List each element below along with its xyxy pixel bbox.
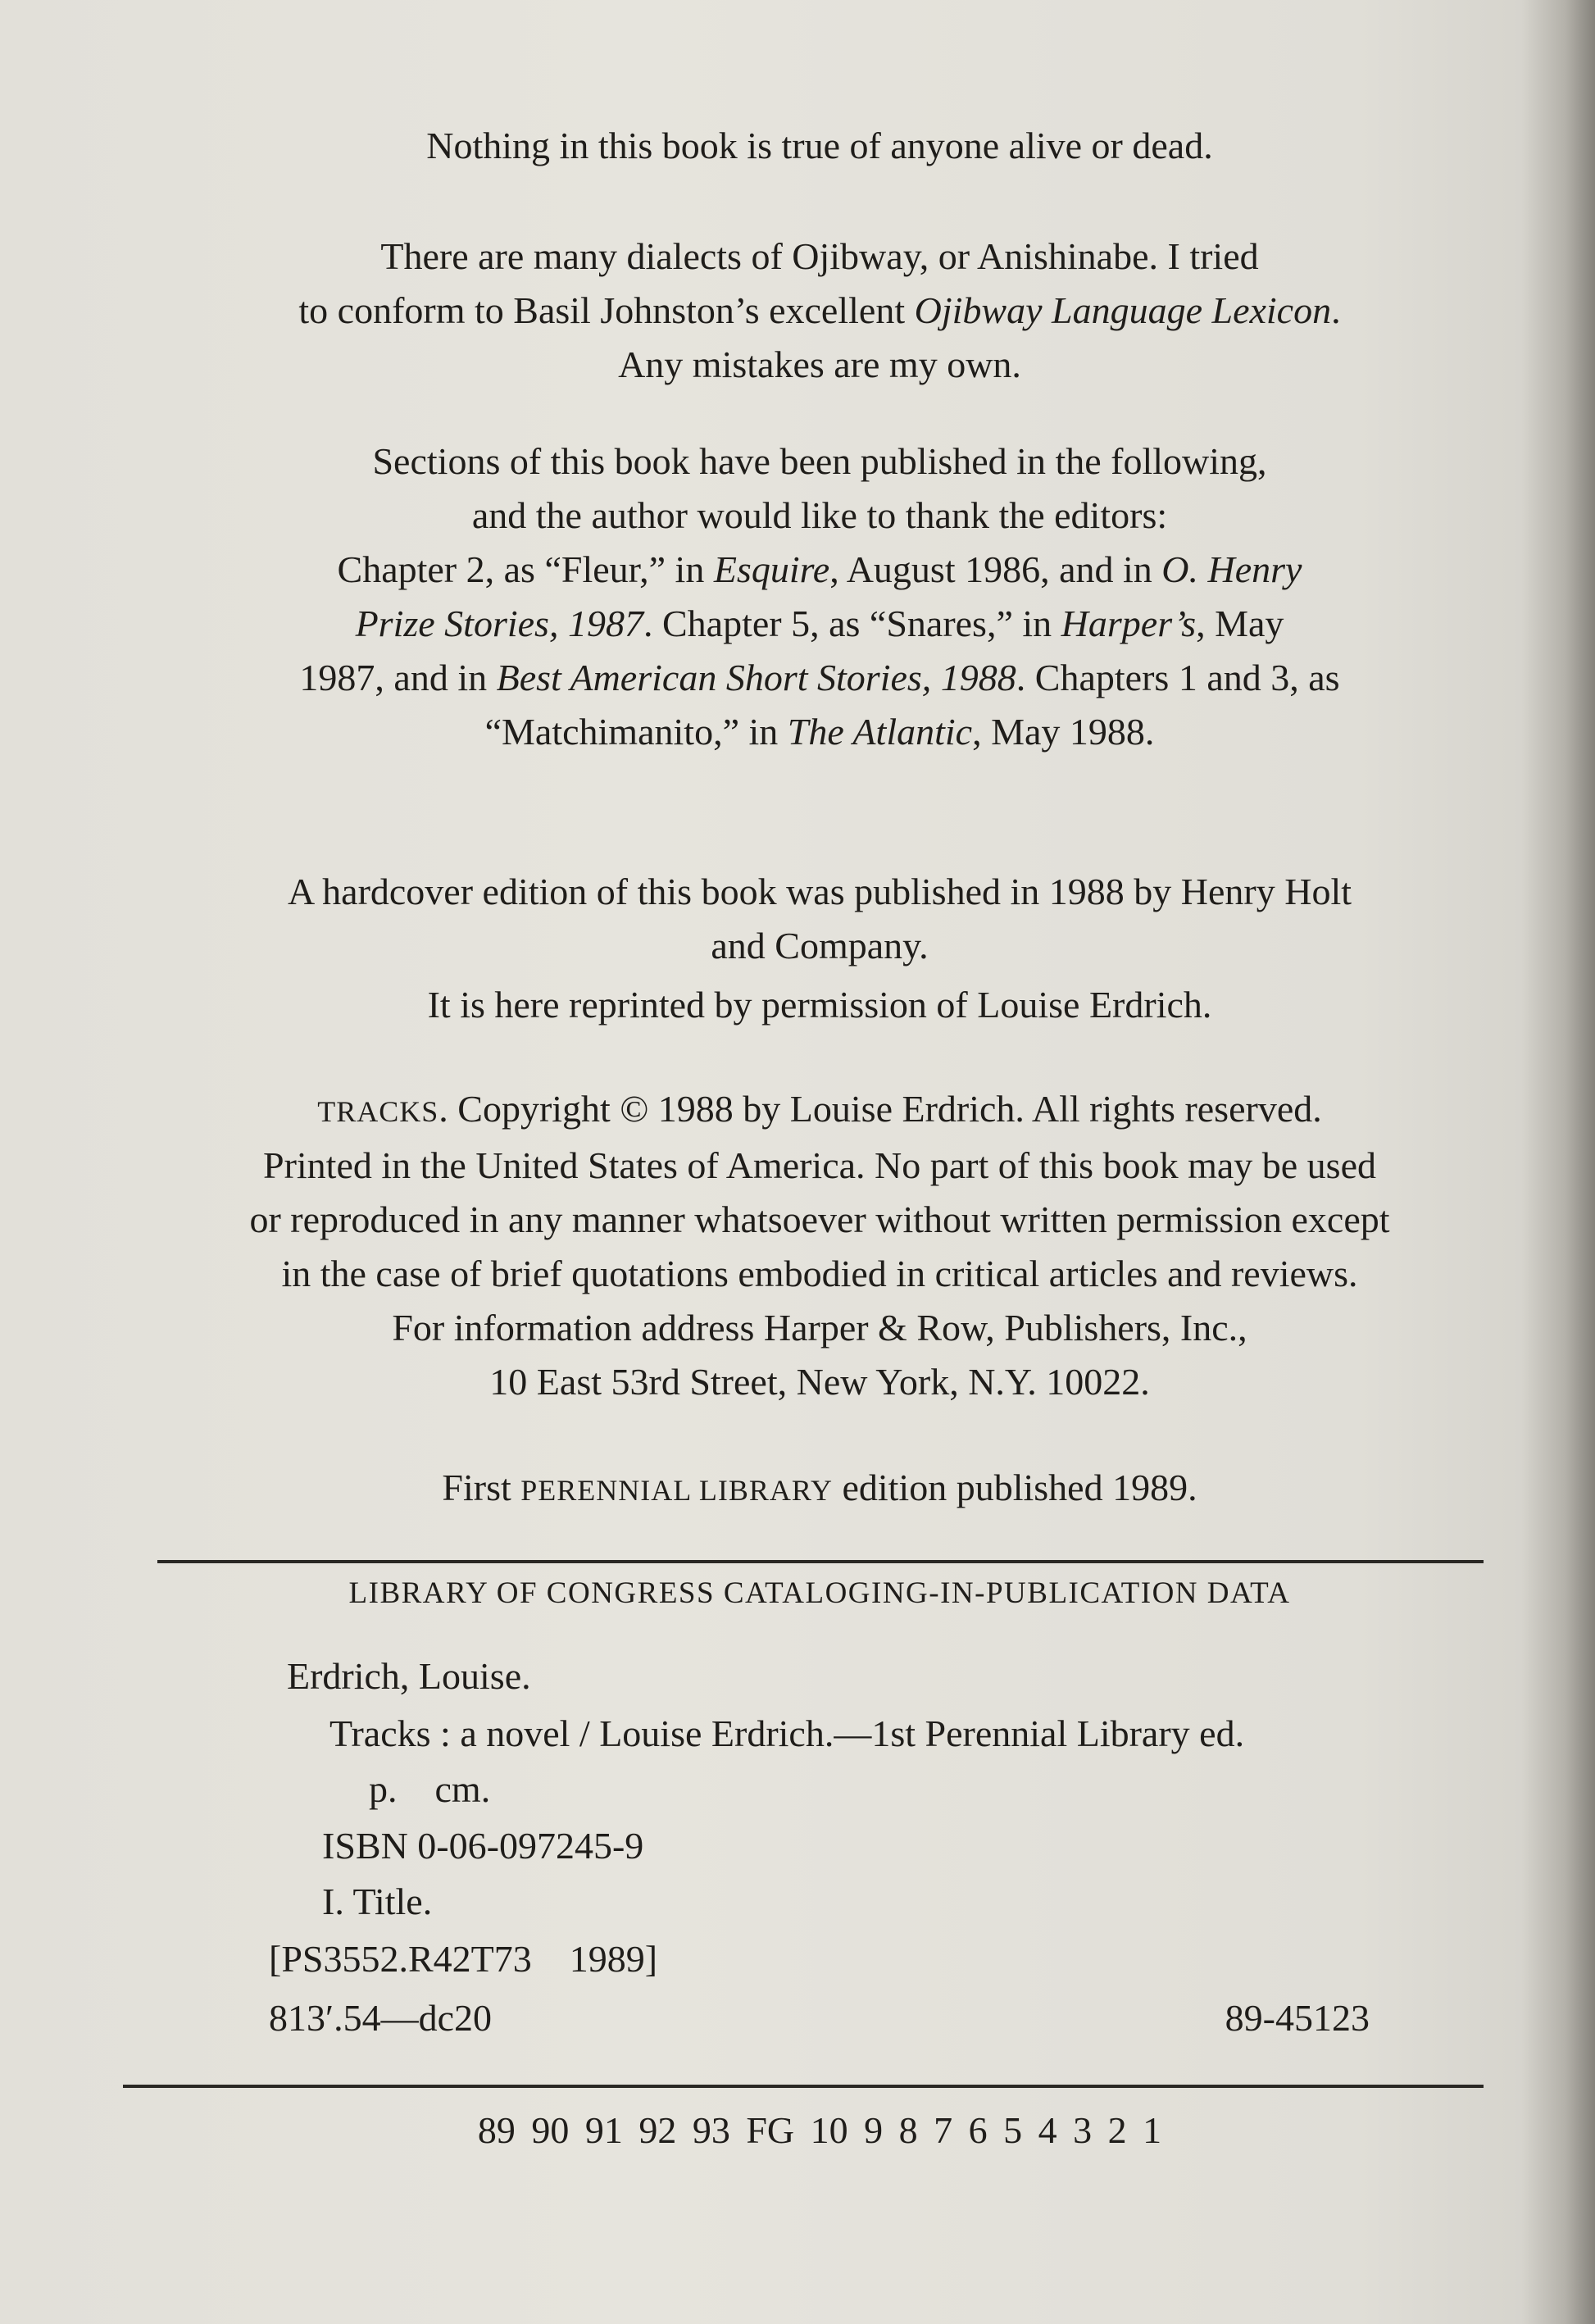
cip-heading: LIBRARY OF CONGRESS CATALOGING-IN-PUBLICATION DATA	[348, 1576, 1291, 1610]
sections-note	[156, 434, 1484, 759]
sections-line-4	[156, 597, 1484, 651]
cip-title-line: Tracks : a novel / Louise Erdrich.—1st Perennial Library ed.	[329, 1712, 1245, 1754]
hardcover-note	[156, 865, 1484, 1032]
dialect-note	[156, 230, 1484, 392]
harpers-title: Harper’s	[1061, 603, 1197, 644]
copyright-line-1	[156, 1082, 1484, 1139]
cip-subject: I. Title.	[322, 1881, 433, 1922]
lexicon-title: Ojibway Language Lexicon	[914, 289, 1332, 331]
printing-line: 89 90 91 92 93 FG 10 9 8 7 6 5 4 3 2 1	[477, 2109, 1162, 2151]
cip-isbn: ISBN 0-06-097245-9	[322, 1825, 644, 1867]
atlantic-title: The Atlantic	[787, 711, 973, 753]
sections-line-5-b: . Chapters 1 and 3, as	[1016, 657, 1340, 698]
esquire-title: Esquire	[713, 548, 830, 590]
perennial-library-smallcaps: PERENNIAL LIBRARY	[520, 1474, 833, 1507]
sections-line-5-a: 1987, and in	[299, 657, 497, 698]
edition-after: edition published 1989.	[832, 1467, 1197, 1508]
sections-line-2: and the author would like to thank the editors:	[471, 494, 1168, 536]
edition-before: First	[442, 1467, 521, 1508]
dialect-line-2-end: .	[1331, 289, 1341, 331]
copyright-line-2: Printed in the United States of America. No part of this book may be used	[262, 1144, 1376, 1186]
disclaimer	[156, 119, 1484, 173]
edition-line	[156, 1461, 1484, 1517]
sections-line-6-b: , May 1988.	[972, 711, 1155, 753]
cip-top-rule	[157, 1560, 1484, 1563]
sections-line-4-a: . Chapter 5, as “Snares,” in	[643, 603, 1061, 644]
copyright-line-1-text: . Copyright © 1988 by Louise Erdrich. All rights reserved.	[439, 1088, 1322, 1130]
copyright-line-5: For information address Harper & Row, Publishers, Inc.,	[392, 1307, 1247, 1348]
sections-line-6	[156, 705, 1484, 759]
book-title-smallcaps: TRACKS	[317, 1095, 439, 1128]
dialect-line-2	[156, 284, 1484, 338]
cip-lccn: 89-45123	[1225, 1997, 1370, 2039]
sections-line-3-b: , August 1986, and in	[829, 548, 1162, 590]
hardcover-line-1: A hardcover edition of this book was published in 1988 by Henry Holt	[287, 871, 1352, 912]
cip-author: Erdrich, Louise.	[287, 1655, 531, 1697]
copyright-line-4: in the case of brief quotations embodied in critical articles and reviews.	[281, 1253, 1358, 1294]
sections-line-1: Sections of this book have been published in the following,	[372, 440, 1267, 482]
page-edge-shadow	[1521, 0, 1595, 2324]
hardcover-line-3: It is here reprinted by permission of Louise Erdrich.	[427, 984, 1212, 1026]
best-american-title: Best American Short Stories, 1988	[496, 657, 1016, 698]
hardcover-line-2: and Company.	[711, 925, 929, 966]
ohenry-title: O. Henry	[1161, 548, 1302, 590]
sections-line-6-a: “Matchimanito,” in	[484, 711, 788, 753]
copyright-line-6: 10 East 53rd Street, New York, N.Y. 10022.	[489, 1361, 1150, 1403]
disclaimer-text: Nothing in this book is true of anyone alive or dead.	[426, 125, 1213, 166]
cip-call-number: [PS3552.R42T73 1989]	[269, 1938, 658, 1980]
copyright-line-3: or reproduced in any manner whatsoever without written permission except	[249, 1198, 1390, 1240]
dialect-line-3: Any mistakes are my own.	[618, 343, 1021, 385]
sections-line-5	[156, 651, 1484, 705]
copyright-block	[156, 1082, 1484, 1409]
dialect-line-2-text: to conform to Basil Johnston’s excellent	[298, 289, 915, 331]
sections-line-4-b: , May	[1196, 603, 1284, 644]
prize-stories-title: Prize Stories, 1987	[355, 603, 643, 644]
cip-pages: p. cm.	[369, 1768, 491, 1810]
dialect-line-1: There are many dialects of Ojibway, or Anishinabe. I tried	[380, 235, 1259, 277]
sections-line-3-a: Chapter 2, as “Fleur,” in	[337, 548, 714, 590]
cip-dewey: 813′.54—dc20	[269, 1997, 492, 2039]
edition-note	[156, 1461, 1484, 1517]
cip-bottom-rule	[123, 2085, 1484, 2088]
sections-line-3	[156, 543, 1484, 597]
